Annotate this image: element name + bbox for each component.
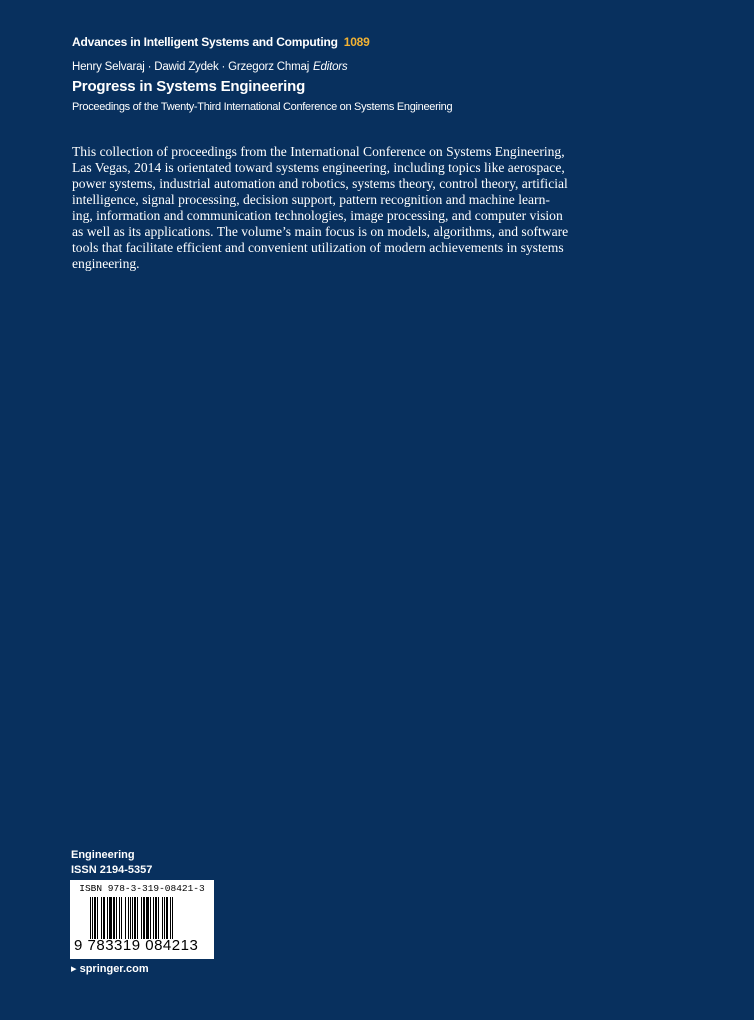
barcode-bar [132,897,133,939]
barcode-bar [101,897,102,939]
barcode-bar [94,897,96,939]
barcode-bar [109,897,112,939]
issn-label: ISSN 2194-5357 [71,864,153,876]
barcode-bar [107,897,108,939]
barcode-bar [128,897,129,939]
blurb [72,144,582,272]
website-link[interactable]: ▸ springer.com [71,963,149,975]
blurb-line: This collection of proceedings from the International Conference on Systems Engineering, [72,144,565,159]
barcode-bar [137,897,138,939]
editors-role: Editors [313,61,348,73]
blurb-line: intelligence, signal processing, decision support, pattern recognition and machine learn- [72,192,550,207]
series-volume: 1089 [343,35,370,49]
blurb-line: as well as its applications. The volume’s main focus is on models, algorithms, and software [72,224,569,239]
barcode-bar [103,897,105,939]
barcode-bars [90,897,202,939]
barcode-bar [170,897,171,939]
blurb-line: tools that facilitate efficient and convenient utilization of modern achievements in systems [72,240,564,255]
series-name: Advances in Intelligent Systems and Computing [72,35,338,49]
editor-names: Henry Selvaraj · Dawid Zydek · Grzegorz Chmaj [72,61,310,73]
barcode-bar [125,897,126,939]
barcode-bar [150,897,151,939]
subject-label: Engineering [71,849,135,861]
blurb-line: engineering. [72,256,140,271]
isbn-text: ISBN 978-3-319-08421-3 [79,883,205,894]
ean-digits: 9 783319 084213 [74,937,199,954]
barcode-bar [90,897,91,939]
barcode-bar [153,897,154,939]
book-title: Progress in Systems Engineering [72,78,306,95]
barcode-bar [162,897,163,939]
barcode-bar [116,897,117,939]
barcode-bar [119,897,120,939]
barcode-bar [113,897,115,939]
barcode-bar [92,897,93,939]
barcode-bar [172,897,173,939]
book-subtitle: Proceedings of the Twenty-Third International Conference on Systems Engineering [72,101,453,113]
blurb-line: power systems, industrial automation and robotics, systems theory, control theory, artificial [72,176,568,191]
blurb-line: Las Vegas, 2014 is orientated toward systems engineering, including topics like aerospace, [72,160,565,175]
barcode-bar [134,897,136,939]
barcode-bar [166,897,168,939]
barcode-bar [164,897,165,939]
barcode-bar [158,897,159,939]
barcode-bar [143,897,145,939]
blurb-line: ing, information and communication technologies, image processing, and computer vision [72,208,563,223]
barcode-bar [97,897,98,939]
series-line [72,35,370,49]
editors-line [72,61,347,73]
barcode-bar [121,897,122,939]
barcode-box [70,880,214,959]
barcode-bar [146,897,149,939]
barcode-bar [130,897,131,939]
barcode-bar [155,897,157,939]
barcode-bar [141,897,142,939]
